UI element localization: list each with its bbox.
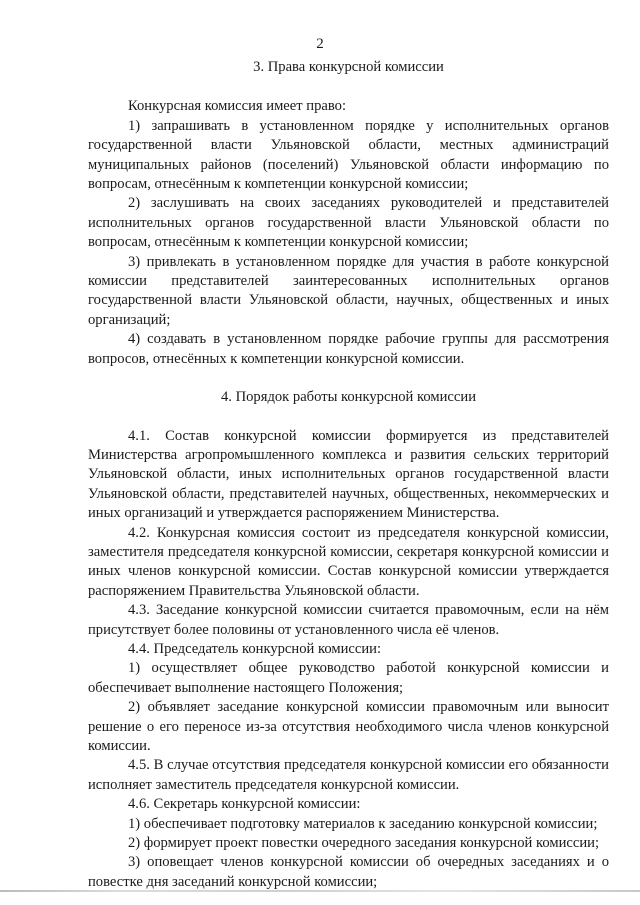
page-number: 2 bbox=[316, 36, 324, 52]
section-4-paragraph: 2) объявляет заседание конкурсной комиссии правомочным или выносит решение о его переносе из-за отсутствия необходимого числа членов конкурсной комиссии. bbox=[88, 699, 609, 754]
section-3-paragraph: 3) привлекать в установленном порядке для участия в работе конкурсной комиссии представителей заинтересованных исполнительных органов государственной власти Ульяновской области, научных, общественных и иных организаций; bbox=[88, 253, 609, 328]
section-3-paragraph: Конкурсная комиссия имеет право: bbox=[128, 98, 347, 115]
section-3-paragraph: 1) запрашивать в установленном порядке у исполнительных органов государственной власти Ульяновской области, местных администраций муниципальных районов (поселений) Ульяновской области информацию по вопросам, отнесённым к компетенции конкурсной комиссии; bbox=[88, 117, 609, 193]
section-4-paragraph: 4.3. Заседание конкурсной комиссии считается правомочным, если на нём присутствует более половины от установленного числа её членов. bbox=[88, 602, 609, 638]
section-4-title: 4. Порядок работы конкурсной комиссии bbox=[221, 389, 476, 406]
section-4-paragraph: 2) формирует проект повестки очередного заседания конкурсной комиссии; bbox=[128, 835, 600, 852]
section-4-paragraph: 3) оповещает членов конкурсной комиссии об очередных заседаниях и о повестке дня заседаний конкурсной комиссии; bbox=[88, 854, 609, 890]
section-4-paragraph: 1) обеспечивает подготовку материалов к заседанию конкурсной комиссии; bbox=[128, 815, 598, 832]
section-4-paragraph: 4.6. Секретарь конкурсной комиссии: bbox=[128, 796, 361, 813]
section-4-paragraph: 4.1. Состав конкурсной комиссии формируется из представителей Министерства агропромышленного комплекса и развития сельских территорий Ульяновской области, иных исполнительных органов государственной власти Ульяновской области, представителей научных, общественных, некоммерческих и иных организаций и утверждается распоряжением Министерства. bbox=[88, 427, 609, 522]
section-4-paragraph: 4.2. Конкурсная комиссия состоит из председателя конкурсной комиссии, заместителя председателя конкурсной комиссии, секретаря конкурсной комиссии и иных членов конкурсной комиссии. Состав конкурсной комиссии утверждается распоряжением Правительства Ульяновской области. bbox=[88, 524, 609, 599]
section-4-paragraph: 4.5. В случае отсутствия председателя конкурсной комиссии его обязанности исполняет заместитель председателя конкурсной комиссии. bbox=[88, 757, 609, 793]
section-4-paragraph: 4.4. Председатель конкурсной комиссии: bbox=[128, 640, 382, 657]
document-body bbox=[88, 58, 609, 892]
section-4-paragraph: 1) осуществляет общее руководство работой конкурсной комиссии и обеспечивает выполнение настоящего Положения; bbox=[88, 660, 609, 696]
section-3-paragraph: 4) создавать в установленном порядке рабочие группы для рассмотрения вопросов, отнесённых к компетенции конкурсной комиссии. bbox=[88, 331, 609, 367]
section-3-title: 3. Права конкурсной комиссии bbox=[253, 59, 444, 75]
section-3-paragraph: 2) заслушивать на своих заседаниях руководителей и представителей исполнительных органов государственной власти Ульяновской области по вопросам, отнесённым к компетенции конкурсной комиссии; bbox=[88, 195, 609, 251]
scan-edge-shadow bbox=[0, 890, 640, 892]
